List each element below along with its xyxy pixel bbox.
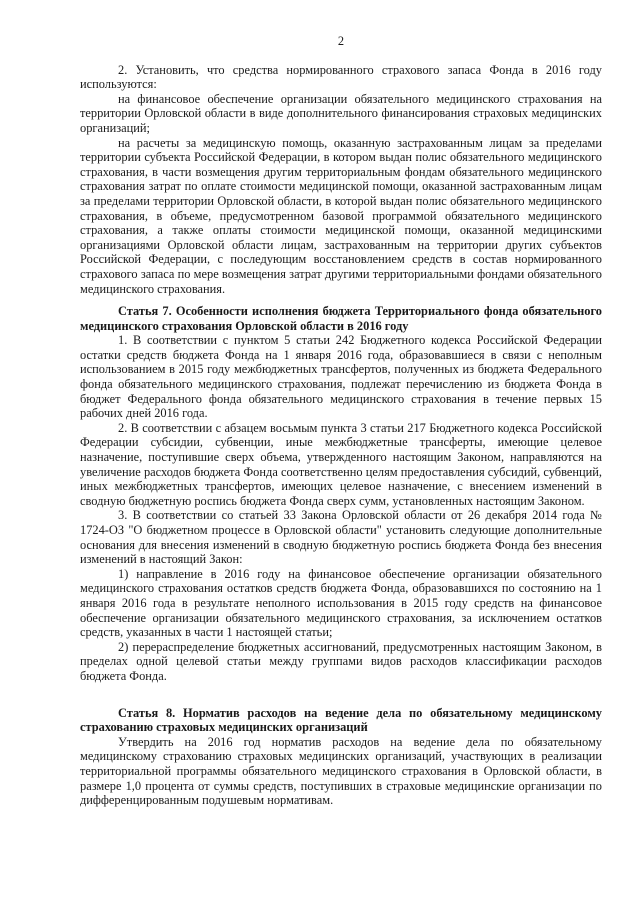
article-7-paragraph-2: 2. В соответствии с абзацем восьмым пункта 3 статьи 217 Бюджетного кодекса Российской Федерации субсидии, субвенции, иные межбюджетные трансферты, имеющие целевое назначение, поступившие сверх объема, утвержденного настоящим Законом, направляются на увеличение расходов бюджета Фонда соответственно целям предоставления субсидий, субвенций, иных межбюджетных трансфертов, имеющих целевое назначение, с внесением изменений в сводную бюджетную роспись бюджета Фонда сверх сумм, установленных настоящим Законом. xyxy=(80,420,602,508)
article-8-title: Статья 8. Норматив расходов на ведение дела по обязательному медицинскому страхованию страховых медицинских организаций xyxy=(80,705,602,735)
article-8-paragraph: Утвердить на 2016 год норматив расходов на ведение дела по обязательному медицинскому страхованию страховых медицинских организаций, участвующих в реализации территориальной программы обязательного медицинского страхования в Орловской области, в размере 1,0 процента от суммы средств, поступивших в страховые медицинские организации по дифференцированным подушевым нормативам. xyxy=(80,734,602,808)
section-gap xyxy=(80,684,602,698)
paragraph-2-intro: 2. Установить, что средства нормированного страхового запаса Фонда в 2016 году используются: xyxy=(80,62,602,92)
article-7-paragraph-1: 1. В соответствии с пунктом 5 статьи 242 Бюджетного кодекса Российской Федерации остатки средств бюджета Фонда на 1 января 2016 года, образовавшиеся в связи с неполным использованием в 2015 году межбюджетных трансфертов, полученных из бюджета Федерального фонда обязательного медицинского страхования, подлежат перечислению из бюджета Фонда в бюджет Федерального фонда обязательного медицинского страхования в течение первых 15 рабочих дней 2016 года. xyxy=(80,333,602,421)
article-7-item-2: 2) перераспределение бюджетных ассигнований, предусмотренных настоящим Законом, в пределах одной целевой статьи между группами видов расходов классификации расходов бюджета Фонда. xyxy=(80,639,602,683)
page-number: 2 xyxy=(337,34,345,48)
article-7-item-1: 1) направление в 2016 году на финансовое обеспечение организации обязательного медицинского страхования остатков средств бюджета Фонда, образовавшихся по состоянию на 1 января 2016 года в результате неполного использования в 2015 году средств на финансовое обеспечение организации обязательного медицинского страхования, за исключением остатков средств, указанных в части 1 настоящей статьи; xyxy=(80,566,602,640)
paragraph-bullet-financing: на финансовое обеспечение организации обязательного медицинского страхования на территории Орловской области в виде дополнительного финансирования страховых медицинских организаций; xyxy=(80,91,602,135)
paragraph-bullet-settlements: на расчеты за медицинскую помощь, оказанную застрахованным лицам за пределами территории субъекта Российской Федерации, в котором выдан полис обязательного медицинского страхования, в части возмещения другим территориальным фондам обязательного медицинского страхования затрат по оплате стоимости медицинской помощи, оказанной застрахованным лицам за пределами территории Орловской области, в которой выдан полис обязательного медицинского страхования, в объеме, предусмотренном базовой программой обязательного медицинского страхования, а также оплаты стоимости медицинской помощи, оказанной медицинскими организациями Орловской области лицам, застрахованным на территории других субъектов Российской Федерации, с последующим восстановлением средств в состав нормированного страхового запаса по мере возмещения затрат другими территориальными фондами обязательного медицинского страхования. xyxy=(80,135,602,296)
article-7-title: Статья 7. Особенности исполнения бюджета Территориального фонда обязательного медицинского страхования Орловской области в 2016 году xyxy=(80,304,602,333)
article-7-paragraph-3: 3. В соответствии со статьей 33 Закона Орловской области от 26 декабря 2014 года № 1724-ОЗ "О бюджетном процессе в Орловской области" установить следующие дополнительные основания для внесения изменений в сводную бюджетную роспись бюджета Фонда без внесения изменений в настоящий Закон: xyxy=(80,508,602,567)
